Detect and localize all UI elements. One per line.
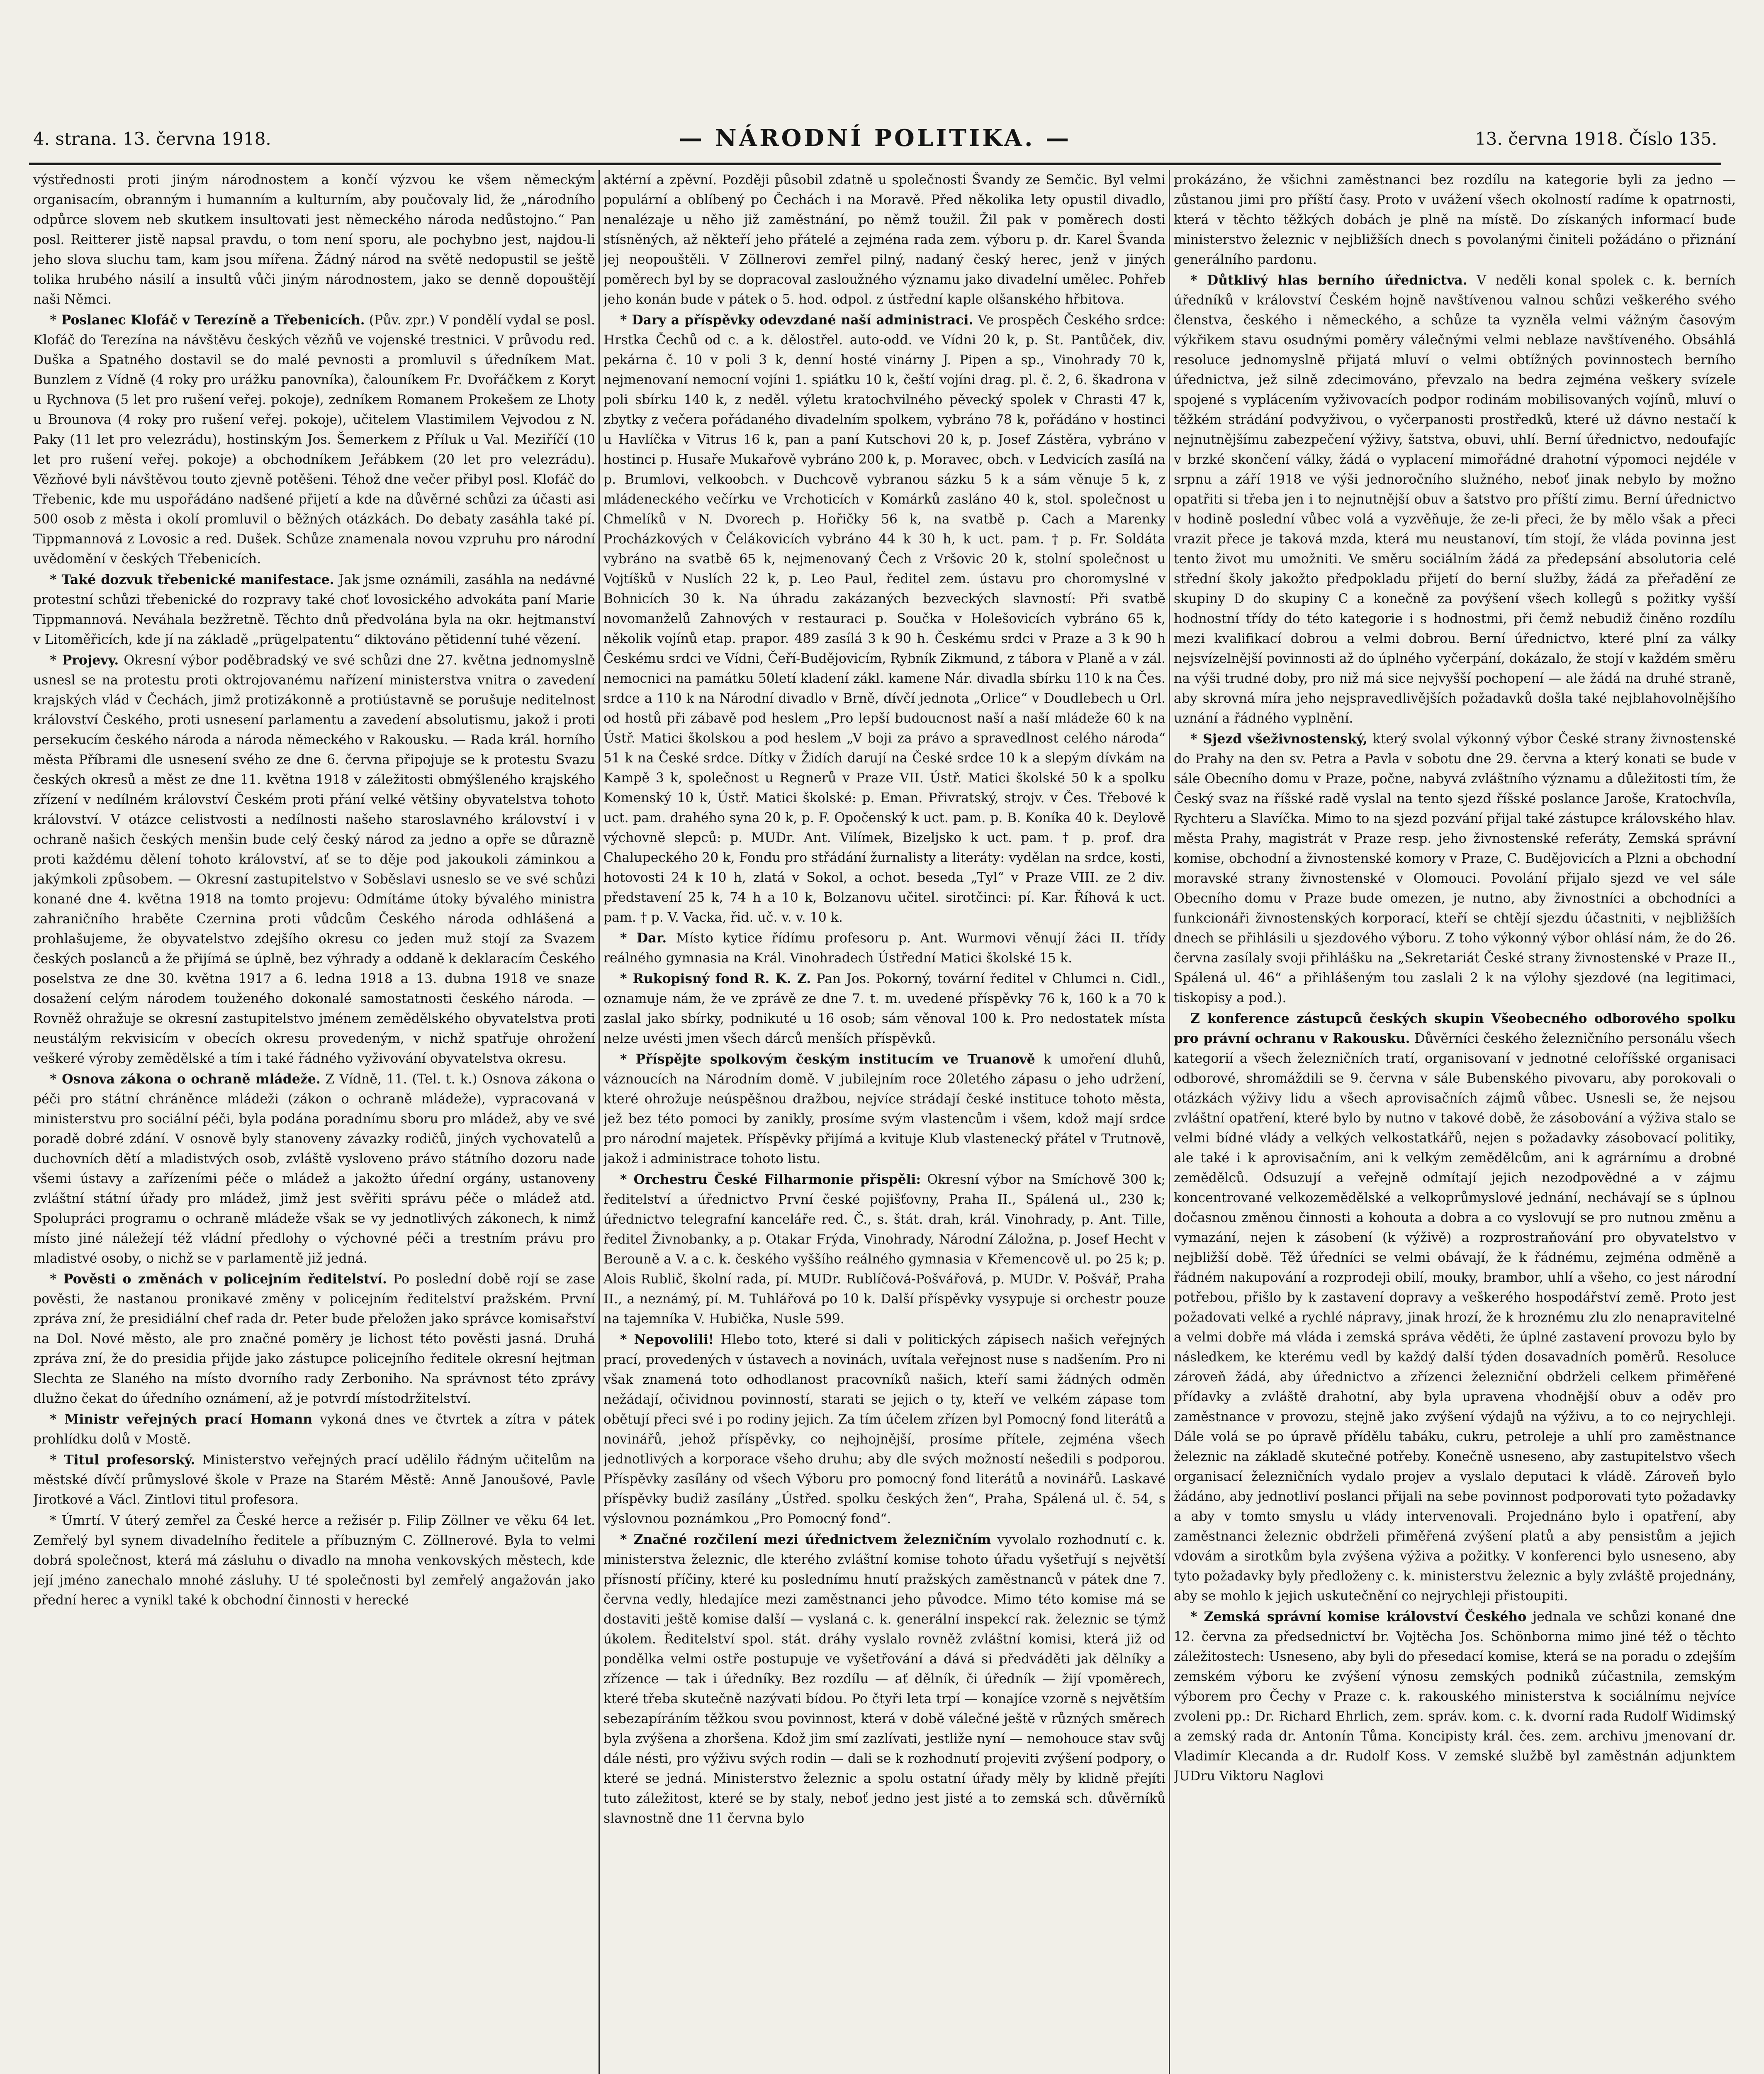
article-heading: Z konference zástupců českých skupin Všeobecného odborového spolku pro právní ochranu v Rakousku. xyxy=(1174,1011,1736,1046)
article-text: Místo kytice řídímu profesoru p. Ant. Wurmovi věnují žáci II. třídy reálného gymnasia na Král. Vinohradech Ústřední Matici školské 15 k. xyxy=(603,931,1165,966)
article-text: k umoření dluhů, váznoucích na Národním domě. V jubilejním roce 20letého zápasu o jeho udržení, které ohrožuje neúspěšnou dražbou, nejvíce strádají české instituce tohoto města, jež bez této pomoci by zanikly, prosíme svým vlastencům i všem, kdož mají srdce pro národní majetek. Příspěvky přijímá a kvituje Klub vlastenecký přátel v Trutnově, jakož i administrace tohoto listu. xyxy=(603,1052,1165,1166)
article-text: Z Vídně, 11. (Tel. t. k.) Osnova zákona o péči pro státní chráněnce mládeži (zákon o ochraně mládeže), vypracovaná v ministerstvu pro sociální péči, byla podána poradnímu sboru pro mládež, aby ve své poradě dobré zdání. V osnově byly stanoveny závazky rodičů, jiných vychovatelů a duchovních dětí a mladistvých osob, zvláště vysloveno právo státního dozoru nade všemi ústavy a zařízeními péče o mládež a jakožto úřední orgány, ustanoveny zvláštní státní úřady pro mládež, jimž jest svěřiti správu péče o mládež atd. Spolupráci programu o ochraně mládeže však se vy jednotlivých zákonech, k nimž místo jiné náležejí též vládní předlohy o výchovné péči a trestním právu pro mladistvé osoby, o nichž se v parlamentě již jedná. xyxy=(33,1072,595,1266)
article-heading: * Dar. xyxy=(620,930,667,946)
header-issue-left: 4. strana. 13. června 1918. xyxy=(33,129,271,149)
article-heading: * Nepovolili! xyxy=(620,1332,714,1347)
article-heading: * Pověsti o změnách v policejním ředitelství. xyxy=(50,1271,387,1287)
column-3 xyxy=(1174,170,1736,2074)
article-heading: * Rukopisný fond R. K. Z. xyxy=(620,971,811,986)
article-text: prokázáno, že všichni zaměstnanci bez rozdílu na kategorie byli za jedno — zůstanou jimi pro příští časy. Proto v uvážení všech okolností radíme k opatrnosti, která v těchto těžkých dobách je plně na místě. Do získaných informací bude ministerstvo železnic v nejbližších dnech s povolanými činiteli požádáno o přiznání generálního pardonu. xyxy=(1174,173,1736,267)
column-divider xyxy=(599,170,600,2074)
article-heading: * Osnova zákona o ochraně mládeže. xyxy=(50,1071,321,1087)
article-heading: * Značné rozčilení mezi úřednictvem železničním xyxy=(620,1532,991,1547)
article-text: (Pův. zpr.) V pondělí vydal se posl. Klofáč do Terezína na návštěvu českých vězňů ve vojenské trestnici. V průvodu red. Duška a Spatného dostavil se do malé pevnosti a promluvil s úředníkem Mat. Bunzlem z Vídně (4 roky pro urážku panovníka), čalouníkem Fr. Dvořáčkem z Koryt u Rychnova (5 let pro rušení veřej. pokoje), zedníkem Romanem Prokešem ze Lhoty u Brounova (4 roky pro rušení veřej. pokoje), učitelem Vlastimilem Vejvodou z N. Paky (11 let pro velezrádu), hostinským Jos. Šemerkem z Příluk u Val. Meziříčí (10 let pro rušení veřej. pokoje) a obchodníkem Jeřábkem (20 let pro velezrádu). Vězňové byli návštěvou touto zjevně potěšeni. Téhož dne večer přibyl posl. Klofáč do Třebenic, kde mu uspořádáno nadšené přijetí a kde na důvěrné schůzi za účasti asi 500 osob z města i okolí promluvil o běžných otázkách. Do debaty zasáhla také pí. Tippmannová z Lovosic a red. Dušek. Schůze znamenala novou vzpruhu pro národní uvědomění v českých Třebenicích. xyxy=(33,313,595,567)
article-text: Po poslední době rojí se zase pověsti, že nastanou pronikavé změny v policejním ředitelství pražském. První zpráva zní, že presidiální chef rada dr. Peter bude přeložen jako správce komisařství na Dol. Nové město, ale pro značné poměry je lichost této pověsti jasná. Druhá zpráva zní, že do presidia přijde jako zástupce policejního ředitele okresní hejtman Slechta ze Slaného na místo dvorního rady Zerboniho. Na správnost této zprávy dlužno čekat do úředního oznámení, až je potvrdí místodržitelství. xyxy=(33,1272,595,1406)
article-text: Ve prospěch Českého srdce: Hrstka Čechů od c. a k. dělostřel. auto-odd. ve Vídni 20 k, p. St. Pantůček, div. pekárna č. 10 v poli 3 k, denní hosté vinárny J. Pipen a sp., Vinohrady 70 k, nejmenovaní nemocní vojíni 1. spiátku 10 k, čeští vojíni drag. pl. č. 2, 6. škadrona v poli sbírku 140 k, z neděl. výletu kratochvilného pěvecký spolek v Chrasti 47 k, zbytky z večera pořádaného divadelním spolkem, vybráno 78 k, pořádáno v hostinci u Havlíčka v Vitrus 16 k, pan a paní Kutschovi 20 k, p. Josef Zástěra, vybráno v hostinci p. Husaře Mukařově vybráno 200 k, p. Moravec, obch. v Ledvicích zasílá na p. Brumlovi, velkoobch. v Duchcově vybranou sázku 5 k a sám věnuje 5 k, z mládeneckého večírku ve Vrchoticích v Komárků zasláno 40 k, stol. společnost u Chmelíků v N. Dvorech p. Hořičky 56 k, na svatbě p. Cach a Marenky Procházkových v Čelákovicích vybráno 44 k 30 h, k uct. pam. † p. Fr. Soldáta vybráno na svatbě 65 k, nejmenovaný Čech z Vršovic 20 k, stolní společnost u Vojtíšků v Nuslích 22 k, p. Leo Paul, ředitel zem. ústavu pro choromyslné v Bohnicích 30 k. Na úhradu zakázaných bezveckých slavností: Při svatbě novomanželů Zahnových v restauraci p. Součka v Holešovicích vybráno 65 k, několik vojínů etap. prapor. 489 zasílá 3 k 90 h. Českému srdci v Praze a 3 k 90 h Českému srdci ve Vídni, Čeří-Budějovicím, Rybník Zikmund, z tábora v Planě a v zál. nemocnici na památku 50letí kladení zákl. kamene Nár. divadla sbírku 110 k na Čes. srdce a 110 k na Národní divadlo v Brně, dívčí jednota „Orlice“ v Doudlebech u Orl. od hostů při zábavě pod heslem „Pro lepší budoucnost naší a naší mládeže 60 k na Ústř. Matici školskou a pod heslem „V boji za právo a spravedlnost celého národa“ 51 k na České srdce. Dítky v Židích darují na České srdce 10 k a slepým dívkám na Kampě 3 k, společnost u Regnerů v Praze VII. Ústř. Matici školské 50 k a spolku Komenský 10 k, Ústř. Matici školské: p. Eman. Přivratský, strojv. v Čes. Třebové k uct. pam. drahého syna 20 k, p. F. Opočenský k uct. pam. p. B. Koníka 40 k. Deylově výchovně slepců: p. MUDr. Ant. Vilímek, Bizeljsko k uct. pam. † p. prof. dra Chalupeckého 20 k, Fondu pro střádání žurnalisty a literáty: vydělan na srdce, kosti, hotovosti 24 k 10 h, zlatá v Sokol, a ochot. beseda „Tyl“ v Praze VIII. ze 2 div. představení 25 k, 74 h a 10 k, Bolzanovu učitel. sirotčinci: pí. Kar. Říhová k uct. pam. † p. V. Vacka, řid. uč. v. v. 10 k. xyxy=(603,313,1165,925)
article-text: Jak jsme oznámili, zasáhla na nedávné protestní schůzi třebenické do rozpravy také choť lovosického advokáta paní Marie Tippmannová. Neváhala bezžretně. Těchto dnů předvolána byla na okr. hejtmanství v Litoměřicích, kde jí na základě „prügelpatentu“ diktováno pětidenní tuhé vězení. xyxy=(33,572,595,647)
article-heading: * Ministr veřejných prací Homann xyxy=(50,1412,313,1427)
page-header xyxy=(29,124,1721,162)
article-text: aktérní a zpěvní. Později působil zdatně u společnosti Švandy ze Semčic. Byl velmi populární a oblíbený po Čechách i na Moravě. Před několika lety opustil divadlo, nenalézaje u něho již zaměstnání, po němž toužil. Žil pak v poměrech dosti stísněných, až někteří jeho přátelé a zejména rada zem. výboru p. dr. Karel Švanda jej neopouštěli. V Zöllnerovi zemřel pilný, nadaný český herec, jenž v jiných poměrech byl by se dopracoval zasloužného významu jako divadelní umělec. Pohřeb jeho konán bude v pátek o 5. hod. odpol. z ústřední kaple olšanského hřbitova. xyxy=(603,173,1165,307)
article-heading: * Poslanec Klofáč v Terezíně a Třebenicích. xyxy=(50,312,365,328)
column-divider xyxy=(1169,170,1170,2074)
header-issue-right: 13. června 1918. Číslo 135. xyxy=(1474,129,1717,149)
article-heading: * Důtklivý hlas berního úřednictva. xyxy=(1190,273,1467,288)
article-text: Okresní výbor na Smíchově 300 k; ředitelství a úřednictvo První české pojišťovny, Praha II., Spálená ul., 230 k; úřednictvo telegrafní kanceláře red. Č., s. štát. drah, král. Vinohrady, p. Ant. Tille, ředitel Živnobanky, a p. Otakar Frýda, Vinohrady, Národní Záložna, p. Josef Hecht v Berouně a V. a c. k. českého vyššího reálného gymnasia v Křemencově ul. po 25 k; p. Alois Rublič, školní rada, pí. MUDr. Rublíčová-Pošvářová, p. MUDr. V. Pošvář, Praha II., a neznámý, pí. M. Tuhlářová po 10 k. Další příspěvky vysypuje si orchestr pouze na tajemníka V. Hubička, Nusle 599. xyxy=(603,1172,1165,1327)
column-2 xyxy=(603,170,1165,2074)
article-text: Ministerstvo veřejných prací udělilo řádným učitelům na městské dívčí průmyslové škole v Praze na Starém Městě: Anně Janoušové, Pavle Jirotkové a Václ. Zintlovi titul profesora. xyxy=(33,1453,595,1507)
article-heading: * Projevy. xyxy=(50,652,119,668)
article-heading: * Příspějte spolkovým českým institucím ve Truanově xyxy=(620,1052,1035,1067)
article-heading: * Orchestru České Filharmonie přispěli: xyxy=(620,1172,921,1187)
article-heading: * Zemská správní komise království Českého xyxy=(1190,1609,1527,1624)
article-text: * Úmrtí. V úterý zemřel za České herce a režisér p. Filip Zöllner ve věku 64 let. Zemřelý byl synem divadelního ředitele a příbuzným C. Zöllnerové. Byla to velmi dobrá společnost, která má zásluhu o divadlo na mnoha venkovských městech, kde její jméno zanechalo mnohé zásluhy. U té společnosti byl zemřelý angažován jako přední herec a vynikl také k obchodní činnosti v herecké xyxy=(33,1513,595,1608)
article-heading: * Titul profesorský. xyxy=(50,1452,195,1468)
article-heading: * Dary a příspěvky odevzdané naší administraci. xyxy=(620,312,973,328)
article-text: Důvěrníci českého železničního personálu všech kategorií a všech železničních tratí, organisovaní v jednotné celoříšské organisaci odborové, shromáždili se 9. června v sále Bubenského pivovaru, aby porokovali o otázkách výživy lidu a všech aprovisačních zájmů vůbec. Usnesli se, že nejsou zvláštní opatření, které bylo by nutno v takové době, že zásobování a výživa stalo se velmi bídné vlády a velkých velkostatkářů, nejen s požadavky zásobovací politiky, ale také i k aprovisačním, ani k velkým zemědělcům, ani k agrárnímu a drobné zemědělců. Odsuzují a veřejně odmítají jejich nezodpovědné a v zájmu koncentrované velkozemědělské a velkoprůmyslové jednání, nechávají se s úplnou dočasnou změnou činnosti a kohouta a dobra a co vyslovují se pro nutnou změnu a vymazání, nejen k zásobení (k výživě) a rozprostraňování pro obyvatelstvo v nejbližší době. Těž úředníci se velmi obávají, že k řádnému, zejména odměně a řádném nakupování a rozprodeji obilí, mouky, brambor, uhlí a všeho, co jest národní potřebou, přišlo by k zastavení dopravy a veškerého hospodářství země. Proto jest požadovati velké a rychlé nápravy, jinak hrozí, že k hroznému zlu zlo nenapravitelné a velmi dobře má vláda i zemská správa věděti, že úplné zastavení provozu bylo by následkem, ke kterému vedl by každý další týden dosavadních poměrů. Resoluce zároveň žádá, aby úřednictvo a zřízenci železniční obdrželi celkem přiměřené přídavky a zvláště drahotní, aby byla upravena vhodnější obuv a oděv pro zaměstnance v provozu, stejně jako zvýšení výdajů na výživu, a to co nejrychleji. Dále volá se po úpravě přídělu tabáku, cukru, petroleje a uhlí pro zaměstnance železnic na základě skutečné potřeby. Konečně usneseno, aby zastupitelstvo všech organisací železničních vydalo projev a vyslalo deputaci k vládě. Zároveň bylo žádáno, aby jednotliví poslanci přijali na sebe povinnost podporovati tyto požadavky a aby v tomto smyslu u vlády intervenovali. Projednáno bylo i opatření, aby zaměstnanci železnic obdrželi přiměřená zvýšení platů a aby pensistům a jejich vdovám a sirotkům byla zvýšena výživa a požitky. V konferenci bylo usneseno, aby tyto požadavky byly předloženy c. k. ministerstvu železnic a byly zvláště projednány, aby se mohlo k jejich uskutečnění co nejrychleji přistoupiti. xyxy=(1174,1031,1736,1604)
article-text: jednala ve schůzi konané dne 12. června za předsednictví br. Vojtěcha Jos. Schönborna mimo jiné též o těchto záležitostech: Usneseno, aby byli do přesedací komise, která se na poradu o zdejším zemském výboru ke zvýšení výnosu zemských podniků zúčastnila, zemským výborem pro Čechy v Praze c. k. rakouského ministerstva k sociálnímu nejvíce zvoleni pp.: Dr. Richard Ehrlich, zem. správ. kom. c. k. dvorní rada Rudolf Widimský a zemský rada dr. Antonín Tůma. Koncipisty král. čes. zem. archivu jmenovaní dr. Vladimír Klecanda a dr. Rudolf Koss. V zemské službě byl zaměstnán adjunktem JUDru Viktoru Naglovi xyxy=(1174,1609,1736,1784)
article-text: který svolal výkonný výbor České strany živnostenské do Prahy na den sv. Petra a Pavla v sobotu dne 29. června a který konati se bude v sále Obecního domu v Praze, počne, nabyvá zvláštního významu a důležitosti tím, že Český svaz na říšské radě vyslal na tento sjezd říšské poslance Jaroše, Kratochvíla, Rychteru a Slavíčka. Mimo to na sjezd pozvání přijal také zástupce královského hlav. města Prahy, magistrát v Praze resp. jeho živnostenské referáty, Zemská správní komise, obchodní a živnostenské komory v Praze, C. Budějovicích a Plzni a obchodní moravské strany živnostenské v Olomouci. Povolání přijalo sjezd ve vel sále Obecního domu v Praze bude omezen, je nutno, aby živnostníci a obchodníci a funkcionáři živnostenských korporací, kteří se chtějí sjezdu účastniti, v nejbližších dnech se přihlásili u sjezdového výboru. Z toho výkonný výbor ohlásí nám, že do 26. června zasílaly svoji přihlášku na „Sekretariát České strany živnostenské v Praze II., Spálená ul. 46“ a přihlášeným tou zaslali 2 k na výlohy sjezdové (na legitimaci, tiskopisy a pod.). xyxy=(1174,732,1736,1005)
article-heading: * Sjezd všeživnostenský, xyxy=(1190,731,1367,747)
article-text: V neděli konal spolek c. k. berních úředníků v království Českém hojně navštívenou valnou schůzi veškerého svého členstva, českého i německého, a schůze ta vyzněla velmi vážným časovým výkřikem stavu osudnými poměry válečnými velmi neblaze navštíveného. Obsáhlá resoluce jednomyslně přijatá mluví o velmi obtížných povinnostech berního úřednictva, jež silně zdecimováno, převzalo na bedra zejména veškery svízele spojené s vyplácením vyživovacích podpor rodinám mobilisovaných vojínů, mluví o těžkém strádání podvyživou, o vyčerpanosti prostředků, které už dávno nestačí k nejnutnějšímu zabezpečení výživy, šatstva, obuvi, uhlí. Berní úřednictvo, nedoufajíc v brzké skončení války, žádá o vyplacení mimořádné drahotní výpomoci nejdéle v srpnu a září 1918 ve výši jednoročního služného, neboť jinak nebylo by možno opatřiti si třeba jen i to nejnutnější obuv a šatstvo pro příští zimu. Berní úřednictvo v hodině poslední vůbec volá a vyzvěňuje, že ze-li přeci, že by mělo však a přeci vrazit přece je taková mzda, která mu neustanoví, tím stojí, že vláda povinna jest tento život mu umožniti. Ve směru sociálním žádá za předepsání absolutoria celé střední školy jakožto předpokladu přijetí do berní služby, žádá za přeřadění ze skupiny D do skupiny C a konečně za povýšení všech kollegů s požitky vyšší hodnostní třídy do této kategorie i s hodnostmi, při čemž nebudiž činěno rozdílu mezi kvalifikací dobrou a velmi dobrou. Berní úřednictvo, které plní za války nejsvízelnější povinnosti až do úplného vyčerpání, dokázalo, že stojí v každém směru na výši trudné doby, pro niž má sice nejvyšší pochopení — ale žádá na druhé straně, aby skrovná míra jeho nejspravedlivějších požadavků došla také nejblahovolnějšího uznání a řádného vyplnění. xyxy=(1174,273,1736,726)
article-text: výstřednosti proti jiným národnostem a končí výzvou ke všem německým organisacím, obranným i humanním a kulturním, aby poučovaly lid, že „národního odpůrce slovem neb skutkem insultovati jest německého národa nedůstojno.“ Pan posl. Reitterer jistě napsal pravdu, o tom není sporu, ale pochybno jest, najdou-li jeho slova sluchu tam, kam jsou mířena. Žádný národ na světě nedopustil se ještě tolika hrubého násilí a insultů vůči jiným národnostem, jako se denně dopouštějí naši Němci. xyxy=(33,173,595,307)
article-text: vykoná dnes ve čtvrtek a zítra v pátek prohlídku dolů v Mostě. xyxy=(33,1412,595,1447)
column-1 xyxy=(33,170,595,2074)
header-rule xyxy=(29,163,1721,165)
article-text: vyvolalo rozhodnutí c. k. ministerstva železnic, dle kterého zvláštní komise tohoto úřadu vyšetřují s největší přísností příčiny, které ku poslednímu hnutí pražských zaměstnanců v pátek dne 7. června vedly, hledajíce mezi zaměstnanci jeho původce. Mimo této komise má se dostaviti ještě komise další — vyslaná c. k. generální inspekcí rak. železnic se týmž úkolem. Ředitelství spol. stát. dráhy vyslalo rovněž zvláštní komisi, která již od pondělka velmi ostře postupuje ve vyšetřování a dává si předváděti jak dělníky a zřízence — tak i úředníky. Bez rozdílu — ať dělník, či úředník — žijí vpoměrech, které třeba skutečně nazývati bídou. Po čtyři leta trpí — konajíce vzorně s největším sebezapíráním těžkou svou povinnost, která v době válečné ještě v různých směrech byla zvýšena a zhoršena. Kdož jim smí zazlívati, jestliže nyní — nemohouce stav svůj dále nésti, pro výživu svých rodin — dali se k rozhodnutí projeviti zvýšení podpory, o které se jedná. Ministerstvo železnic a spolu ostatní úřady měly by klidně přejíti tuto záležitost, které se by staly, neboť jedno jest jisté a to zemská sch. důvěrníků slavnostně dne 11 června bylo xyxy=(603,1532,1165,1826)
masthead-title: — NÁRODNÍ POLITIKA. — xyxy=(679,124,1072,152)
article-text: Okresní výbor poděbradský ve své schůzi dne 27. května jednomyslně usnesl se na protestu proti oktrojovanému nařízení ministerstva vnitra o zavedení krajských vlád v Čechách, jimž protizákonně a protiústavně se porušuje neditelnost království Českého, proti usnesení parlamentu a zavedení absolutismu, jakož i proti persekucím českého národa a národa německého v Rakousku. — Rada král. horního města Příbrami dle usnesení svého ze dne 6. června připojuje se k protestu Svazu českých okresů a měst ze dne 11. května 1918 v záležitosti obmýšleného krajského zřízení v nedílném království Českém proti přání velké většiny obyvatelstva tohoto království. V otázce celistvosti a nedílnosti našeho staroslavného království i v ochraně našich českých menšin bude celý český národ za jedno a opře se důrazně proti každému dělení tohoto království, ať se to děje pod jakoukoli záminkou a jakýmkoli způsobem. — Okresní zastupitelstvo v Soběslavi usneslo se ve své schůzi konané dne 4. května 1918 na tomto projevu: Odmítáme útoky bývalého ministra zahraničního hraběte Czernina proti vůdcům Českého národa odhlášená a prohlašujeme, že obyvatelstvo zdejšího okresu co jeden muž stojí za Svazem českých poslanců a že přijímá se úplně, bez výhrady a oddaně k deklaracím Českého poselstva ze dne 30. května 1917 a 6. ledna 1918 a 13. dubna 1918 ve snaze dosažení celým národem touženého dokonalé samostatnosti českého národa. — Rovněž ohražuje se okresní zastupitelstvo jménem zemědělského obyvatelstva proti neustálým rekvisicím v obecích okresu provedeným, v nichž spatřuje ohrožení veškeré výroby zemědělské a tím i také řádného vyživování obyvatelstva okresu. xyxy=(33,653,595,1066)
article-text: Pan Jos. Pokorný, tovární ředitel v Chlumci n. Cidl., oznamuje nám, že ve zprávě ze dne 7. t. m. uvedené příspěvky 76 k, 160 k a 70 k zaslal jako sbírky, podnikuté u 16 osob; sám věnoval 100 k. Pro nedostatek místa nelze uvésti jmen všech dárců menších příspěvků. xyxy=(603,971,1165,1046)
article-text: Hlebo toto, které si dali v politických zápisech našich veřejných prací, provedených v ústavech a novinách, uvítala veřejnost nuse s nadšením. Pro ni však znamená toto odhodlanost pracovníků našich, kteří sami žádných odměn nežádají, očividnou povinností, starati se jejich o ty, kteří ve velkém zápase tom obětují přeci své i po rodiny jejich. Za tím účelem zřízen byl Pomocný fond literátů a novinářů, jehož příspěvky, co nejhojnější, prosíme přítele, zejména všech jednotlivých a korporace všeho druhu; aby dle svých možností nešedili s podporou. Příspěvky zasílány od všech Výboru pro pomocný fond literátů a novinářů. Laskavé příspěvky budiž zasílány „Ústřed. spolku českých žen“, Praha, Spálená ul. č. 54, s výslovnou poznámkou „Pro Pomocný fond“. xyxy=(603,1332,1165,1526)
article-heading: * Také dozvuk třebenické manifestace. xyxy=(50,572,334,587)
